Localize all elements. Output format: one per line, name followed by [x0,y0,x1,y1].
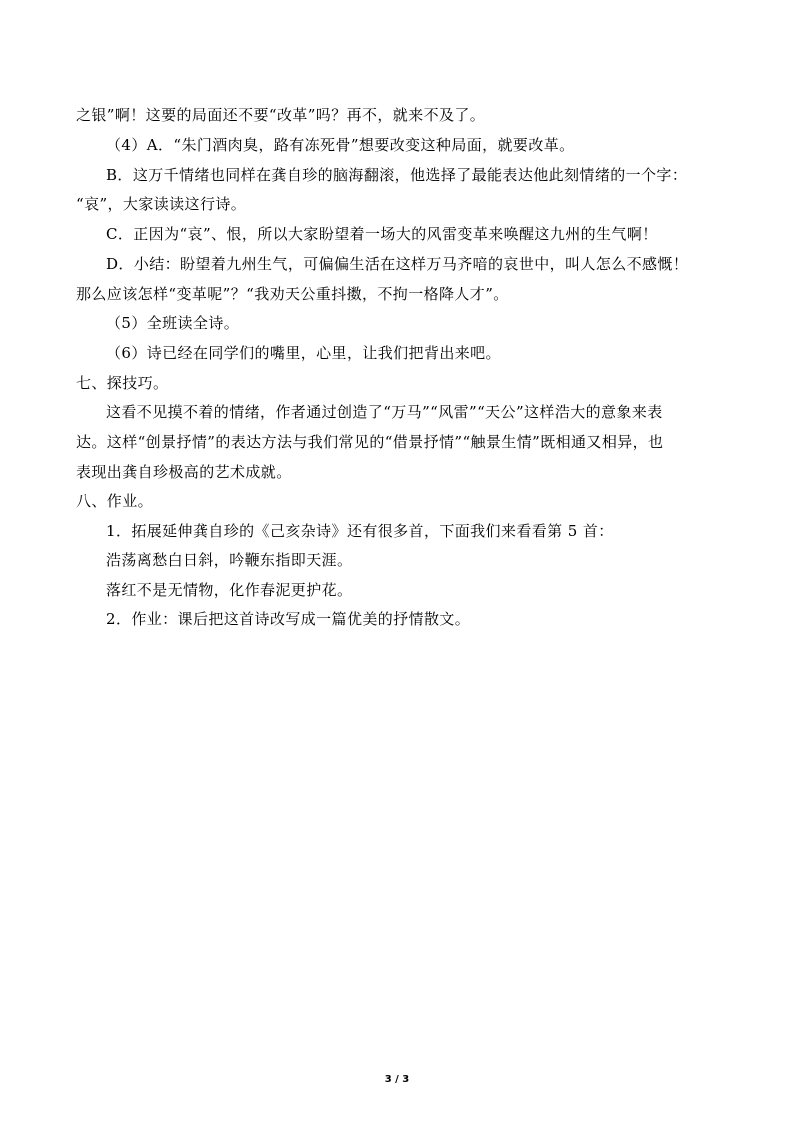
section-heading-homework: 八、作业。 [76,492,154,510]
text-line-step-5: （5）全班读全诗。 [106,314,240,332]
text-line-step-4b-cont: “哀”，大家读读这行诗。 [76,195,247,213]
poem-line-2: 落红不是无情物，化作春泥更护花。 [106,581,353,599]
text-line-step-4d-cont: 那么应该怎样“变革呢”？“我劝天公重抖擞，不拘一格降人才”。 [76,285,509,303]
section-heading-techniques: 七、探技巧。 [76,374,169,392]
text-line-homework-1: 1．拓展延伸龚自珍的《己亥杂诗》还有很多首，下面我们来看看第 5 首： [106,522,614,540]
text-line-step-4a: （4）A．“朱门酒肉臭，路有冻死骨”想要改变这种局面，就要改革。 [106,136,575,154]
text-line-homework-2: 2．作业：课后把这首诗改写成一篇优美的抒情散文。 [106,610,471,628]
page-number: 3 / 3 [384,1074,410,1085]
text-line-techniques-2: 达。这样“创景抒情”的表达方法与我们常见的“借景抒情”“触景生情”既相通又相异，也 [76,433,664,451]
poem-line-1: 浩荡离愁白日斜，吟鞭东指即天涯。 [106,551,353,569]
text-line-continuation: 之银”啊！这要的局面还不要“改革”吗？再不，就来不及了。 [76,106,486,124]
text-line-techniques-1: 这看不见摸不着的情绪，作者通过创造了“万马”“风雷”“天公”这样浩大的意象来表 [106,403,663,421]
text-line-step-4b: B．这万千情绪也同样在龚自珍的脑海翻滚，他选择了最能表达他此刻情绪的一个字： [106,166,688,184]
text-line-techniques-3: 表现出龚自珍极高的艺术成就。 [76,463,292,481]
text-line-step-4d: D．小结：盼望着九州生气，可偏偏生活在这样万马齐喑的哀世中，叫人怎么不感慨！ [106,255,689,273]
text-line-step-4c: C．正因为“哀”、恨，所以大家盼望着一场大的风雷变革来唤醒这九州的生气啊！ [106,225,658,243]
text-line-step-6: （6）诗已经在同学们的嘴里，心里，让我们把背出来吧。 [106,344,501,362]
